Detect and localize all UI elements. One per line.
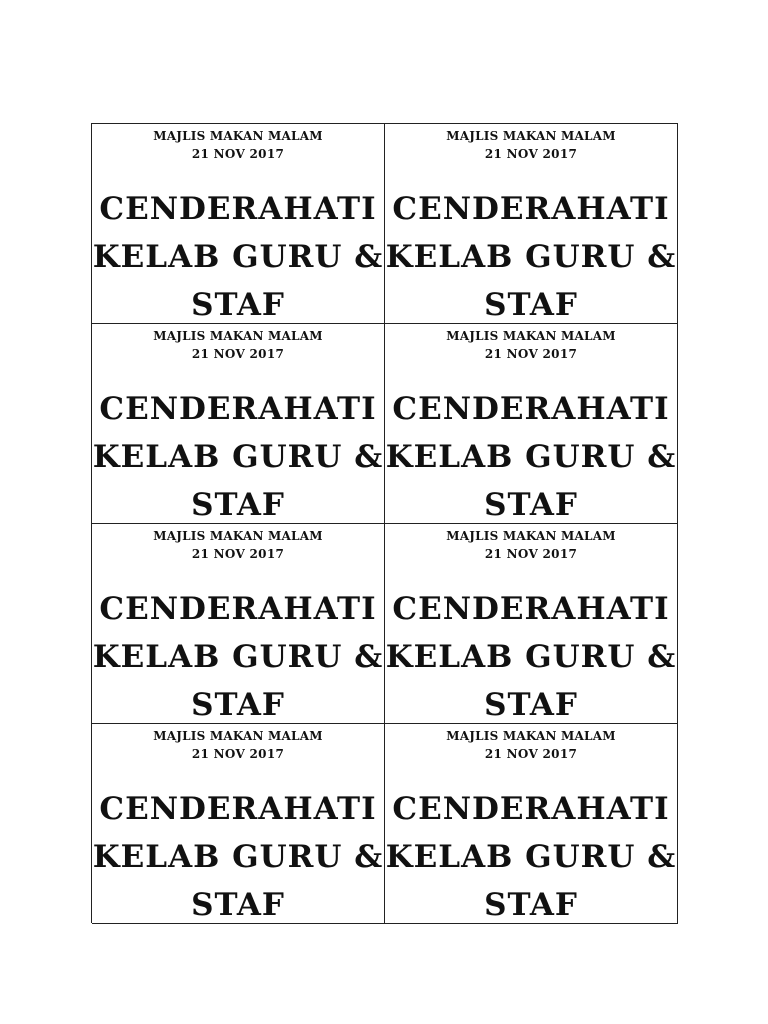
event-date: 21 NOV 2017	[191, 147, 285, 161]
title-line-3: STAF	[484, 887, 578, 923]
label-card	[385, 324, 678, 524]
event-date: 21 NOV 2017	[484, 147, 578, 161]
label-card	[92, 324, 385, 524]
title-line-3: STAF	[191, 487, 285, 523]
title-line-1: CENDERAHATI	[99, 591, 377, 627]
label-title	[92, 385, 384, 524]
title-line-3: STAF	[484, 287, 578, 323]
title-line-2: KELAB GURU &	[92, 839, 384, 875]
event-name: MAJLIS MAKAN MALAM	[446, 729, 616, 743]
event-name: MAJLIS MAKAN MALAM	[153, 129, 323, 143]
label-title	[385, 385, 677, 524]
label-card	[92, 524, 385, 724]
label-card	[385, 524, 678, 724]
event-name: MAJLIS MAKAN MALAM	[153, 529, 323, 543]
title-line-3: STAF	[191, 287, 285, 323]
title-line-2: KELAB GURU &	[92, 439, 384, 475]
title-line-2: KELAB GURU &	[385, 439, 677, 475]
title-line-2: KELAB GURU &	[385, 639, 677, 675]
label-title	[385, 185, 677, 324]
label-card	[92, 124, 385, 324]
title-line-3: STAF	[191, 687, 285, 723]
title-line-1: CENDERAHATI	[392, 391, 670, 427]
label-title	[92, 185, 384, 324]
event-date: 21 NOV 2017	[191, 347, 285, 361]
title-line-1: CENDERAHATI	[99, 191, 377, 227]
event-date: 21 NOV 2017	[484, 747, 578, 761]
title-line-3: STAF	[191, 887, 285, 923]
event-date: 21 NOV 2017	[484, 547, 578, 561]
event-date: 21 NOV 2017	[191, 747, 285, 761]
label-title	[385, 785, 677, 924]
event-name: MAJLIS MAKAN MALAM	[153, 329, 323, 343]
event-name: MAJLIS MAKAN MALAM	[446, 129, 616, 143]
event-date: 21 NOV 2017	[191, 547, 285, 561]
label-title	[385, 585, 677, 724]
title-line-1: CENDERAHATI	[392, 591, 670, 627]
title-line-1: CENDERAHATI	[392, 791, 670, 827]
title-line-2: KELAB GURU &	[92, 239, 384, 275]
label-card	[92, 724, 385, 924]
title-line-1: CENDERAHATI	[99, 391, 377, 427]
event-name: MAJLIS MAKAN MALAM	[446, 329, 616, 343]
label-title	[92, 785, 384, 924]
title-line-1: CENDERAHATI	[392, 191, 670, 227]
title-line-1: CENDERAHATI	[99, 791, 377, 827]
event-name: MAJLIS MAKAN MALAM	[153, 729, 323, 743]
label-sheet	[91, 123, 678, 923]
title-line-2: KELAB GURU &	[92, 639, 384, 675]
event-date: 21 NOV 2017	[484, 347, 578, 361]
label-card	[385, 724, 678, 924]
title-line-2: KELAB GURU &	[385, 239, 677, 275]
title-line-3: STAF	[484, 687, 578, 723]
label-title	[92, 585, 384, 724]
label-card	[385, 124, 678, 324]
title-line-3: STAF	[484, 487, 578, 523]
title-line-2: KELAB GURU &	[385, 839, 677, 875]
event-name: MAJLIS MAKAN MALAM	[446, 529, 616, 543]
